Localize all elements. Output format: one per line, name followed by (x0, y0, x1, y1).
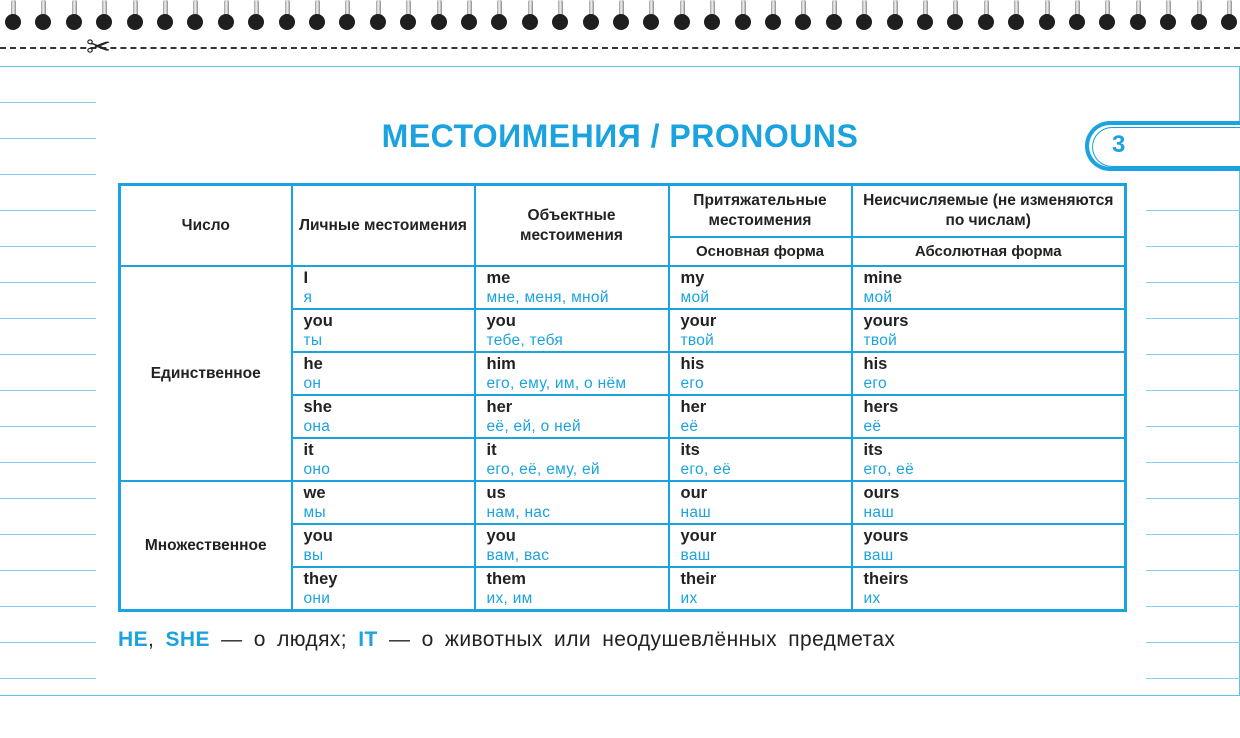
personal-translation: ты (303, 331, 323, 349)
spiral-ring (99, 0, 109, 32)
header-absolute: Неисчисляемые (не изменяются по числам) (852, 185, 1126, 238)
ruled-line (0, 174, 96, 175)
personal-cell (292, 352, 475, 395)
spiral-ring (282, 0, 292, 32)
absolute-cell (852, 352, 1126, 395)
absolute-cell (852, 438, 1126, 481)
personal-translation: она (303, 417, 331, 435)
page-title: МЕСТОИМЕНИЯ / PRONOUNS (381, 118, 859, 154)
personal-english: he (303, 354, 323, 373)
spiral-ring (1042, 0, 1052, 32)
spiral-ring (1224, 0, 1234, 32)
spiral-ring (1163, 0, 1173, 32)
ruled-line (0, 642, 96, 643)
spiral-ring (38, 0, 48, 32)
object-translation: их, им (486, 589, 533, 607)
possessive-translation: их (680, 589, 698, 607)
footnote-he: HE (118, 628, 148, 651)
personal-english: you (303, 311, 333, 330)
spiral-ring (130, 0, 140, 32)
object-english: it (486, 440, 497, 459)
ruled-line (1146, 570, 1240, 571)
spiral-ring (221, 0, 231, 32)
spiral-ring (738, 0, 748, 32)
absolute-english: ours (863, 483, 900, 502)
spiral-ring (160, 0, 170, 32)
absolute-english: theirs (863, 569, 909, 588)
absolute-english: mine (863, 268, 903, 287)
absolute-translation: его, её (863, 460, 915, 478)
spiral-ring (1194, 0, 1204, 32)
spiral-ring (373, 0, 383, 32)
object-translation: его, её, ему, ей (486, 460, 600, 478)
ruled-line (1146, 246, 1240, 247)
spiral-ring (677, 0, 687, 32)
object-english: us (486, 483, 506, 502)
possessive-translation: наш (680, 503, 712, 521)
spiral-ring (312, 0, 322, 32)
table-body (120, 266, 1126, 611)
absolute-english: hers (863, 397, 899, 416)
personal-english: we (303, 483, 326, 502)
ruled-line (1146, 498, 1240, 499)
personal-english: it (303, 440, 314, 459)
spiral-ring (434, 0, 444, 32)
object-translation: её, ей, о ней (486, 417, 581, 435)
possessive-english: your (680, 526, 717, 545)
possessive-translation: твой (680, 331, 715, 349)
possessive-translation: его, её (680, 460, 732, 478)
personal-cell (292, 567, 475, 611)
object-english: her (486, 397, 513, 416)
ruled-line (1146, 318, 1240, 319)
ruled-line (1146, 462, 1240, 463)
possessive-cell (669, 309, 852, 352)
table-row (120, 481, 1126, 524)
spiral-binding (0, 0, 1240, 36)
personal-cell (292, 266, 475, 309)
ruled-line (1146, 210, 1240, 211)
personal-translation: вы (303, 546, 324, 564)
absolute-cell (852, 395, 1126, 438)
number-group-label: Единственное (120, 266, 292, 481)
possessive-translation: его (680, 374, 704, 392)
spiral-ring (8, 0, 18, 32)
ruled-line (1146, 678, 1240, 679)
ruled-line (0, 102, 96, 103)
spiral-ring (890, 0, 900, 32)
possessive-english: his (680, 354, 705, 373)
header-possessive: Притяжательные местоимения (669, 185, 852, 238)
personal-translation: они (303, 589, 331, 607)
spiral-ring (646, 0, 656, 32)
spiral-ring (69, 0, 79, 32)
spiral-ring (829, 0, 839, 32)
spiral-ring (950, 0, 960, 32)
ruled-line (1146, 426, 1240, 427)
object-english: him (486, 354, 516, 373)
ruled-line (1146, 642, 1240, 643)
spiral-ring (1072, 0, 1082, 32)
absolute-cell (852, 481, 1126, 524)
header-number: Число (120, 185, 292, 267)
possessive-english: her (680, 397, 707, 416)
object-cell (475, 266, 669, 309)
possessive-english: its (680, 440, 700, 459)
ruled-line (0, 318, 96, 319)
ruled-line (0, 462, 96, 463)
object-english: me (486, 268, 511, 287)
object-cell (475, 309, 669, 352)
object-cell (475, 352, 669, 395)
personal-translation: мы (303, 503, 326, 521)
object-cell (475, 524, 669, 567)
header-absolute-sub: Абсолютная форма (852, 237, 1126, 266)
ruled-line (0, 282, 96, 283)
possessive-translation: ваш (680, 546, 711, 564)
scissors-icon: ✂ (86, 31, 112, 64)
absolute-translation: их (863, 589, 881, 607)
ruled-line (1146, 534, 1240, 535)
spiral-ring (586, 0, 596, 32)
ruled-line (0, 534, 96, 535)
object-translation: тебе, тебя (486, 331, 564, 349)
absolute-cell (852, 524, 1126, 567)
possessive-english: their (680, 569, 717, 588)
possessive-cell (669, 352, 852, 395)
object-translation: вам, вас (486, 546, 550, 564)
ruled-line (1146, 606, 1240, 607)
object-english: you (486, 526, 516, 545)
absolute-translation: его (863, 374, 887, 392)
absolute-translation: наш (863, 503, 895, 521)
spiral-ring (342, 0, 352, 32)
spiral-ring (1011, 0, 1021, 32)
header-object: Объектные местоимения (475, 185, 669, 267)
footnote (118, 628, 895, 652)
object-cell (475, 395, 669, 438)
spiral-ring (707, 0, 717, 32)
object-english: you (486, 311, 516, 330)
absolute-cell (852, 567, 1126, 611)
absolute-translation: её (863, 417, 882, 435)
possessive-english: my (680, 268, 705, 287)
spiral-ring (981, 0, 991, 32)
possessive-cell (669, 395, 852, 438)
footnote-comma: , (147, 628, 155, 651)
possessive-cell (669, 481, 852, 524)
ruled-line (1146, 282, 1240, 283)
spiral-ring (1102, 0, 1112, 32)
spiral-ring (920, 0, 930, 32)
ruled-line (0, 426, 96, 427)
spiral-ring (251, 0, 261, 32)
ruled-line (1146, 390, 1240, 391)
spiral-ring (616, 0, 626, 32)
page-number: 3 (1112, 131, 1126, 158)
ruled-line (0, 354, 96, 355)
possessive-cell (669, 266, 852, 309)
ruled-line (0, 246, 96, 247)
possessive-cell (669, 567, 852, 611)
absolute-cell (852, 266, 1126, 309)
spiral-ring (403, 0, 413, 32)
absolute-cell (852, 309, 1126, 352)
footnote-text-people: — о людях; (221, 628, 347, 651)
ruled-line (0, 210, 96, 211)
object-translation: мне, меня, мной (486, 288, 609, 306)
object-cell (475, 481, 669, 524)
ruled-line (0, 498, 96, 499)
spiral-ring (494, 0, 504, 32)
possessive-english: our (680, 483, 708, 502)
personal-english: she (303, 397, 332, 416)
possessive-english: your (680, 311, 717, 330)
object-english: them (486, 569, 526, 588)
spiral-ring (768, 0, 778, 32)
object-cell (475, 438, 669, 481)
personal-english: I (303, 268, 309, 287)
personal-english: they (303, 569, 338, 588)
cut-line (0, 47, 1240, 49)
possessive-cell (669, 524, 852, 567)
footnote-she: SHE (165, 628, 210, 651)
object-translation: нам, нас (486, 503, 551, 521)
ruled-line (0, 570, 96, 571)
spiral-ring (190, 0, 200, 32)
footnote-it: IT (358, 628, 378, 651)
header-possessive-sub: Основная форма (669, 237, 852, 266)
ruled-line (1146, 354, 1240, 355)
personal-cell (292, 481, 475, 524)
personal-cell (292, 524, 475, 567)
spiral-ring (555, 0, 565, 32)
object-translation: его, ему, им, о нём (486, 374, 627, 392)
footnote-text-animals: — о животных или неодушевлённых предметах (388, 628, 896, 651)
object-cell (475, 567, 669, 611)
ruled-line (0, 390, 96, 391)
absolute-english: yours (863, 526, 909, 545)
ruled-line (0, 606, 96, 607)
possessive-translation: её (680, 417, 699, 435)
spiral-ring (464, 0, 474, 32)
absolute-translation: ваш (863, 546, 894, 564)
personal-cell (292, 395, 475, 438)
personal-translation: оно (303, 460, 331, 478)
header-personal: Личные местоимения (292, 185, 475, 267)
spiral-ring (525, 0, 535, 32)
table-row (120, 266, 1126, 309)
spiral-ring (1133, 0, 1143, 32)
absolute-translation: мой (863, 288, 893, 306)
absolute-translation: твой (863, 331, 898, 349)
ruled-line (0, 678, 96, 679)
spiral-ring (798, 0, 808, 32)
possessive-cell (669, 438, 852, 481)
personal-translation: я (303, 288, 313, 306)
absolute-english: its (863, 440, 883, 459)
spiral-ring (859, 0, 869, 32)
personal-translation: он (303, 374, 322, 392)
absolute-english: yours (863, 311, 909, 330)
possessive-translation: мой (680, 288, 710, 306)
absolute-english: his (863, 354, 888, 373)
number-group-label: Множественное (120, 481, 292, 611)
personal-english: you (303, 526, 333, 545)
personal-cell (292, 309, 475, 352)
personal-cell (292, 438, 475, 481)
pronouns-table (118, 183, 1127, 612)
